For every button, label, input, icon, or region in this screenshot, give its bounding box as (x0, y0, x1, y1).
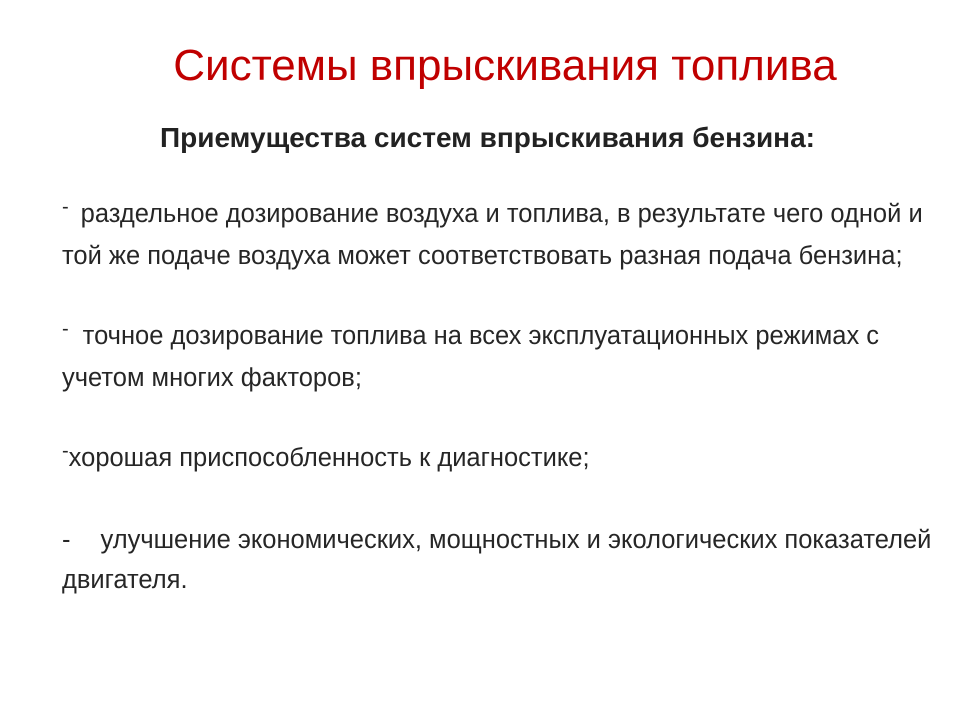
list-item (62, 520, 942, 600)
list-item-text: точное дозирование топлива на всех эксплуатационных режимах с учетом многих факторов; (62, 322, 880, 392)
list-item (62, 438, 942, 480)
bullet-dash: - (62, 318, 69, 340)
list-item-text: улучшение экономических, мощностных и экологических показателей двигателя. (62, 526, 932, 594)
slide-subtitle: Приемущества систем впрыскивания бензина: (160, 122, 815, 153)
list-item (62, 316, 942, 398)
bullet-dash: - (62, 196, 69, 218)
bullet-dash: - (62, 440, 69, 462)
bullet-dash: - (62, 526, 71, 554)
list-item-text: раздельное дозирование воздуха и топлива, в результате чего одной и той же подаче воздуха может соответствовать разная подача бензина; (62, 200, 923, 270)
slide-title: Системы впрыскивания топлива (173, 41, 837, 90)
advantages-list (62, 194, 942, 600)
list-item (62, 194, 942, 276)
list-item-text: хорошая приспособленность к диагностике; (68, 444, 590, 472)
